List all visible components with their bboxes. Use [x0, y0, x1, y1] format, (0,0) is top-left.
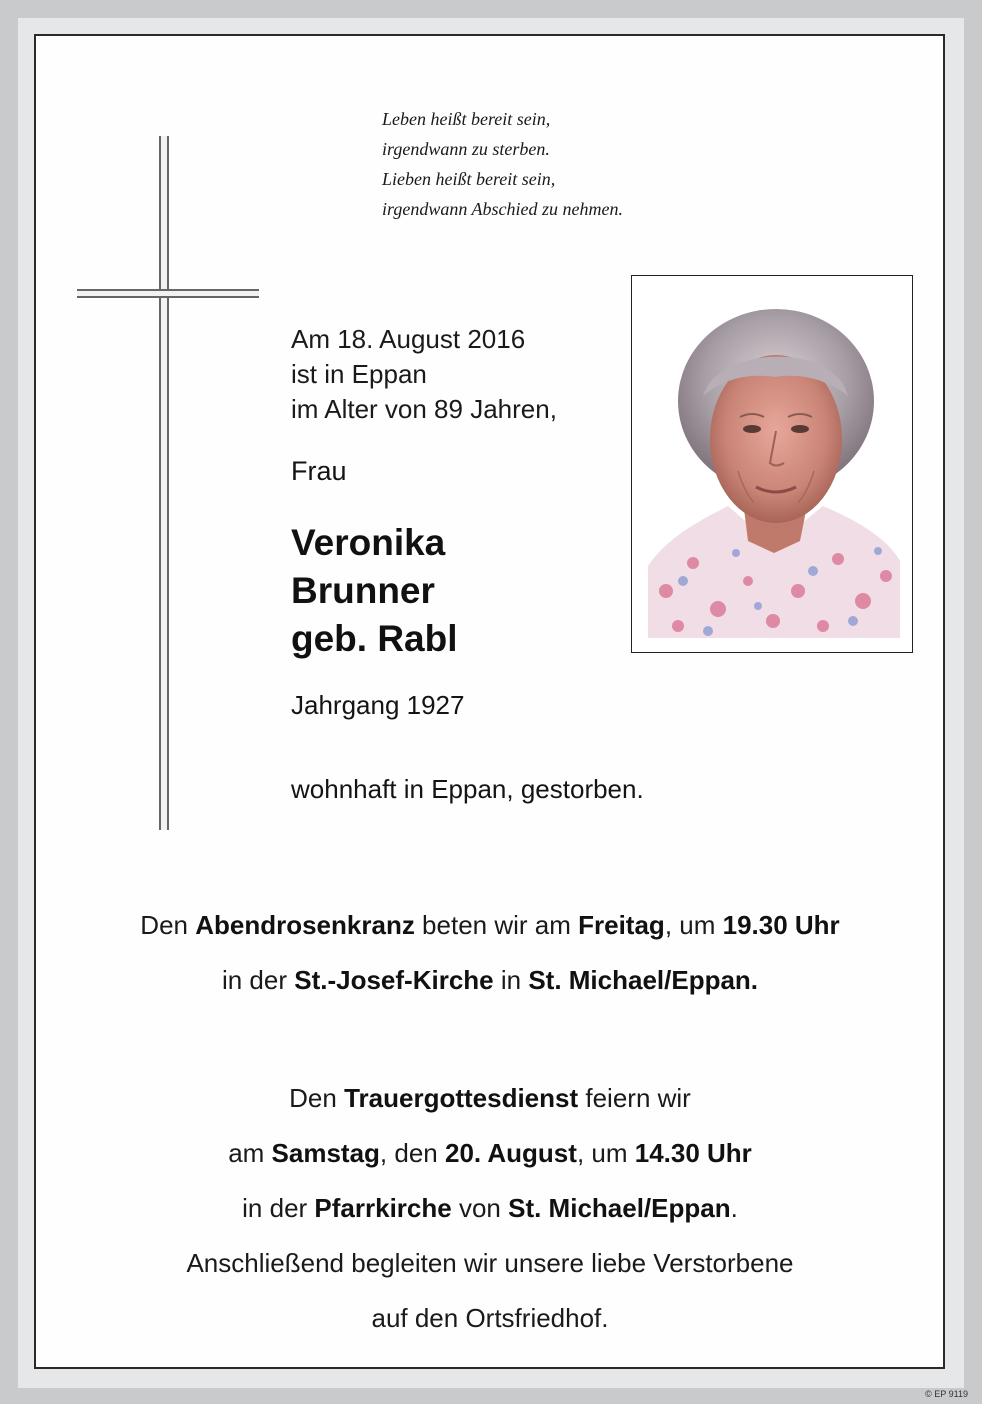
service-line-1: [60, 1071, 920, 1126]
service-text: feiern wir: [578, 1083, 691, 1113]
service-line-4: Anschließend begleiten wir unsere liebe Verstorbene: [186, 1248, 794, 1278]
service-event: Trauergottesdienst: [344, 1083, 579, 1113]
death-announcement: [291, 322, 621, 427]
service-date: 20. August: [444, 1138, 577, 1168]
funeral-service-notice: [60, 1071, 920, 1346]
cross-vertical-beam: [159, 136, 169, 830]
service-day: Samstag: [271, 1138, 380, 1168]
rosary-text: in der: [221, 965, 295, 995]
last-name: Brunner: [291, 570, 435, 611]
rosary-day: Freitag: [578, 910, 665, 940]
announcement-age-line: im Alter von 89 Jahren,: [291, 394, 557, 424]
service-line-2: [60, 1126, 920, 1181]
announcement-date-line: Am 18. August 2016: [291, 324, 526, 354]
verse-line-4: irgendwann Abschied zu nehmen.: [382, 199, 623, 219]
memorial-verse: [382, 104, 802, 224]
portrait-photo-icon: [648, 291, 900, 638]
maiden-name: geb. Rabl: [291, 618, 458, 659]
service-text: am: [228, 1138, 272, 1168]
rosary-line-1: [60, 898, 920, 953]
deceased-name: [291, 519, 458, 663]
announcement-place-line: ist in Eppan: [291, 359, 427, 389]
rosary-church: St.-Josef-Kirche: [294, 965, 494, 995]
rosary-event: Abendrosenkranz: [195, 910, 415, 940]
verse-line-1: Leben heißt bereit sein,: [382, 109, 551, 129]
service-church: Pfarrkirche: [314, 1193, 452, 1223]
rosary-line-2: [60, 953, 920, 1008]
cross-horizontal-beam: [77, 289, 259, 298]
service-text: in der: [242, 1193, 315, 1223]
rosary-text: beten wir am: [414, 910, 579, 940]
rosary-text: Den: [140, 910, 196, 940]
birth-year: Jahrgang 1927: [291, 690, 465, 720]
verse-line-3: Lieben heißt bereit sein,: [382, 169, 556, 189]
first-name: Veronika: [291, 522, 446, 563]
residence-line: wohnhaft in Eppan, gestorben.: [291, 774, 644, 804]
service-line-3: [60, 1181, 920, 1236]
rosary-notice: [60, 898, 920, 1008]
copyright-mark: © EP 9119: [925, 1389, 968, 1399]
service-location: St. Michael/Eppan: [508, 1193, 731, 1223]
service-line-5: auf den Ortsfriedhof.: [371, 1303, 609, 1333]
service-time: 14.30 Uhr: [634, 1138, 752, 1168]
rosary-text: in: [493, 965, 529, 995]
verse-line-2: irgendwann zu sterben.: [382, 139, 550, 159]
service-text: .: [730, 1193, 738, 1223]
portrait-frame: [631, 275, 913, 653]
service-text: , den: [379, 1138, 445, 1168]
rosary-text: , um: [664, 910, 723, 940]
service-text: von: [451, 1193, 509, 1223]
rosary-location: St. Michael/Eppan.: [528, 965, 759, 995]
service-text: , um: [576, 1138, 635, 1168]
rosary-time: 19.30 Uhr: [722, 910, 840, 940]
salutation: Frau: [291, 456, 347, 486]
service-text: Den: [289, 1083, 345, 1113]
